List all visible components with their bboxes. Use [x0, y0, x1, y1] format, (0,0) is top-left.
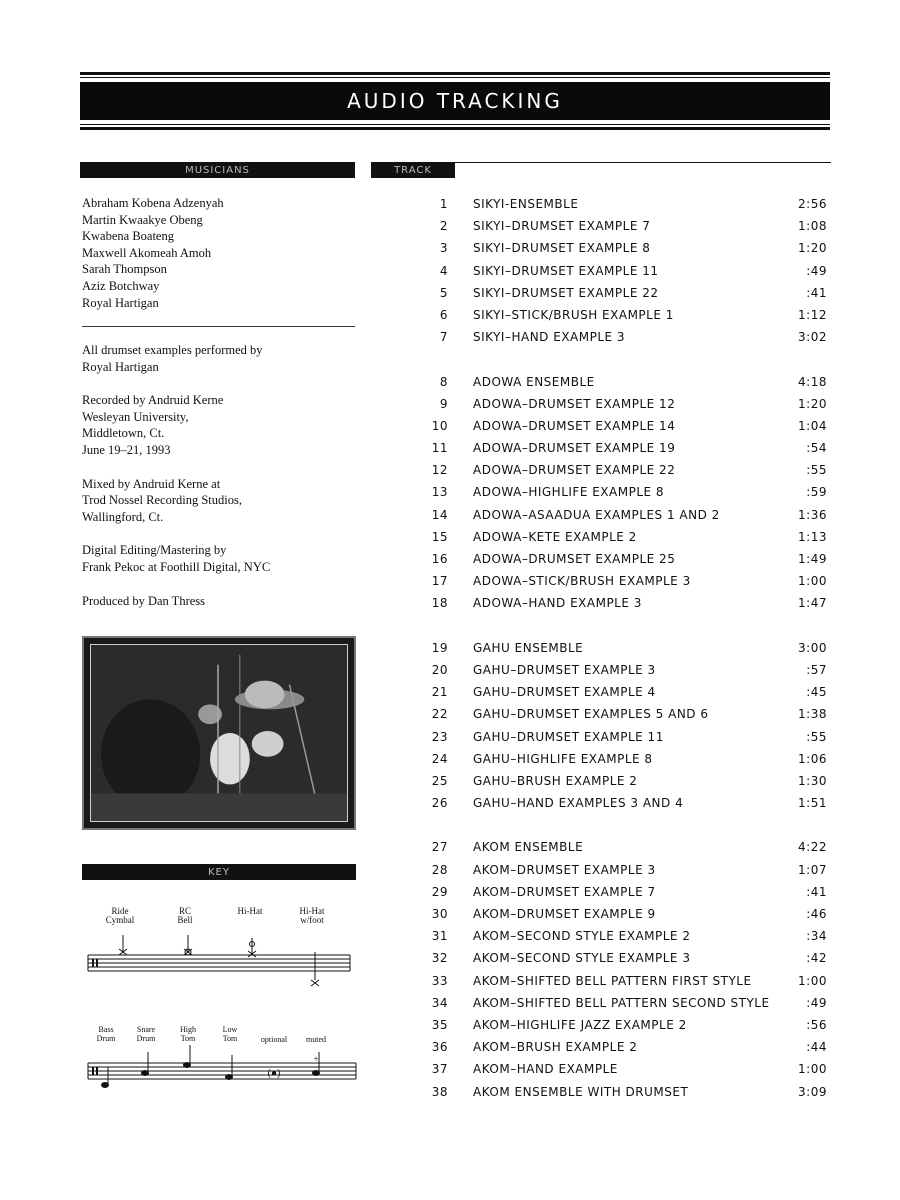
track-num: 37 — [431, 1062, 448, 1077]
track-title: ADOWA–HAND EXAMPLE 3 — [473, 596, 642, 611]
track-row — [420, 326, 832, 348]
credit-paragraph: Mixed by Andruid Kerne at Trod Nossel Recording Studios, Wallingford, Ct. — [82, 476, 242, 524]
top-rule-1 — [80, 72, 830, 75]
page-title: AUDIO TRACKING — [80, 82, 830, 120]
track-num: 27 — [431, 840, 448, 855]
track-time: 1:00 — [798, 973, 827, 988]
key-label-rc-bell: RC Bell — [177, 906, 193, 925]
track-title: SIKYI–DRUMSET EXAMPLE 7 — [473, 219, 651, 234]
track-header: TRACK — [371, 162, 455, 178]
track-num: 19 — [431, 640, 448, 655]
track-title: AKOM–BRUSH EXAMPLE 2 — [473, 1040, 638, 1055]
track-num: 23 — [431, 729, 448, 744]
track-row — [420, 748, 832, 770]
credit-paragraph: All drumset examples performed by Royal Hartigan — [82, 343, 263, 374]
track-title: ADOWA–DRUMSET EXAMPLE 14 — [473, 418, 676, 433]
track-time: 3:00 — [798, 640, 827, 655]
track-row — [420, 237, 832, 259]
track-num: 1 — [439, 197, 448, 211]
musician-name: Sarah Thompson — [82, 262, 167, 277]
lower-staff-notes — [102, 1045, 320, 1088]
track-title: ADOWA–STICK/BRUSH EXAMPLE 3 — [473, 574, 691, 589]
track-row — [420, 1081, 832, 1103]
track-row — [420, 903, 832, 925]
track-title: ADOWA–DRUMSET EXAMPLE 12 — [473, 396, 676, 411]
track-num: 29 — [431, 884, 448, 899]
track-row — [420, 437, 832, 459]
key-label-optional: optional — [260, 1035, 288, 1044]
track-num: 28 — [431, 862, 448, 877]
track-time: 1:04 — [798, 418, 827, 433]
track-num: 4 — [439, 263, 448, 278]
track-title: SIKYI–DRUMSET EXAMPLE 8 — [473, 241, 651, 256]
track-row — [420, 726, 832, 748]
key-label-ride-cymbal: Ride Cymbal — [105, 906, 135, 925]
track-time: 1:51 — [798, 796, 827, 811]
track-title: GAHU–HAND EXAMPLES 3 AND 4 — [473, 796, 684, 811]
track-row — [420, 371, 832, 393]
track-row — [420, 304, 832, 326]
credit-paragraph: Digital Editing/Mastering by Frank Pekoc at Foothill Digital, NYC — [82, 543, 271, 574]
track-time: :56 — [806, 1017, 827, 1032]
track-time: 1:20 — [798, 241, 827, 256]
track-time: 1:00 — [798, 574, 827, 589]
track-row — [420, 459, 832, 481]
track-num: 18 — [431, 596, 448, 611]
credit-paragraph: Recorded by Andruid Kerne Wesleyan University, Middletown, Ct. June 19–21, 1993 — [82, 393, 224, 457]
track-title: SIKYI–HAND EXAMPLE 3 — [473, 330, 626, 345]
track-title: GAHU–DRUMSET EXAMPLE 11 — [473, 729, 664, 744]
track-title: GAHU–DRUMSET EXAMPLE 3 — [473, 662, 656, 677]
track-row — [420, 592, 832, 614]
track-row — [420, 659, 832, 681]
track-row — [420, 282, 832, 304]
track-title: AKOM–SECOND STYLE EXAMPLE 2 — [473, 929, 691, 944]
track-row — [420, 481, 832, 503]
track-num: 35 — [431, 1017, 448, 1032]
track-time: :55 — [806, 729, 827, 744]
track-row — [420, 393, 832, 415]
track-row — [420, 1014, 832, 1036]
group-spacer — [420, 814, 832, 836]
track-row — [420, 1036, 832, 1058]
track-row — [420, 548, 832, 570]
track-time: :34 — [806, 929, 827, 944]
track-time: 1:36 — [798, 507, 827, 522]
track-row — [420, 881, 832, 903]
track-row — [420, 215, 832, 237]
track-title: AKOM–DRUMSET EXAMPLE 3 — [473, 862, 656, 877]
svg-text:+: + — [313, 1054, 319, 1064]
track-title: ADOWA–HIGHLIFE EXAMPLE 8 — [473, 485, 665, 500]
track-title: AKOM–SHIFTED BELL PATTERN SECOND STYLE — [473, 995, 770, 1010]
track-time: 4:18 — [798, 374, 827, 389]
track-row — [420, 504, 832, 526]
track-time: :44 — [806, 1040, 827, 1055]
track-title: ADOWA–DRUMSET EXAMPLE 22 — [473, 463, 676, 478]
track-row — [420, 260, 832, 282]
musicians-divider — [82, 326, 355, 327]
track-num: 2 — [439, 219, 448, 234]
track-num: 38 — [431, 1084, 448, 1099]
track-num: 13 — [431, 485, 448, 500]
key-label-muted: muted — [306, 1035, 326, 1044]
track-row — [420, 681, 832, 703]
track-time: :46 — [806, 907, 827, 921]
track-row — [420, 792, 832, 814]
track-time: :54 — [806, 441, 827, 456]
credit-paragraph: Produced by Dan Thress — [82, 593, 206, 608]
track-time: 3:09 — [798, 1084, 827, 1099]
track-num: 36 — [431, 1040, 448, 1055]
track-num: 22 — [431, 707, 448, 722]
group-spacer — [420, 615, 832, 637]
track-time: :49 — [806, 995, 827, 1010]
track-time: :57 — [806, 662, 827, 677]
upper-staff-notes — [119, 935, 319, 986]
key-label-low-tom: Low Tom — [222, 1025, 238, 1043]
track-num: 3 — [439, 241, 448, 256]
track-header-rule — [455, 162, 831, 163]
track-row — [420, 415, 832, 437]
musicians-list — [82, 195, 357, 311]
top-rule-2 — [80, 77, 830, 78]
track-row — [420, 193, 832, 215]
track-row — [420, 859, 832, 881]
track-num: 12 — [431, 463, 448, 478]
track-title: SIKYI–DRUMSET EXAMPLE 11 — [473, 263, 659, 278]
track-time: :49 — [806, 263, 827, 278]
track-time: 1:06 — [798, 751, 827, 766]
track-row — [420, 570, 832, 592]
drumset-photo — [82, 636, 356, 830]
track-row — [420, 992, 832, 1014]
track-title: GAHU–DRUMSET EXAMPLE 4 — [473, 685, 656, 700]
track-time: 1:13 — [798, 529, 827, 544]
track-time: 2:56 — [798, 197, 827, 211]
track-time: 1:00 — [798, 1062, 827, 1077]
track-row — [420, 970, 832, 992]
track-num: 16 — [431, 552, 448, 566]
track-num: 31 — [431, 929, 448, 944]
track-row — [420, 770, 832, 792]
track-title: GAHU–BRUSH EXAMPLE 2 — [473, 773, 638, 788]
musicians-header: MUSICIANS — [80, 162, 355, 178]
track-num: 34 — [431, 995, 448, 1010]
track-num: 24 — [431, 751, 448, 766]
track-time: 1:38 — [798, 707, 827, 722]
track-num: 20 — [431, 662, 448, 677]
track-time: :41 — [806, 884, 827, 899]
track-row — [420, 703, 832, 725]
key-label-snare-drum: Snare Drum — [136, 1025, 156, 1043]
track-row — [420, 836, 832, 858]
drumset-photo-image — [91, 645, 347, 821]
track-title: ADOWA ENSEMBLE — [473, 374, 595, 389]
track-time: 1:08 — [798, 219, 827, 234]
track-title: SIKYI-ENSEMBLE — [473, 197, 579, 211]
track-time: 1:07 — [798, 862, 827, 877]
track-title: AKOM ENSEMBLE — [473, 840, 584, 855]
track-title: AKOM–HAND EXAMPLE — [473, 1062, 618, 1077]
track-time: 1:20 — [798, 396, 827, 411]
track-num: 32 — [431, 951, 448, 966]
musician-name: Abraham Kobena Adzenyah — [82, 196, 224, 210]
track-title: AKOM–DRUMSET EXAMPLE 7 — [473, 884, 656, 899]
track-title: GAHU–HIGHLIFE EXAMPLE 8 — [473, 751, 653, 766]
track-num: 5 — [439, 285, 448, 300]
credits-block — [82, 342, 357, 626]
track-title: GAHU ENSEMBLE — [473, 640, 584, 655]
track-title: AKOM–DRUMSET EXAMPLE 9 — [473, 907, 656, 921]
key-label-hi-hat-foot: Hi-Hat w/foot — [299, 906, 325, 925]
track-time: :55 — [806, 463, 827, 478]
track-time: :41 — [806, 285, 827, 300]
key-label-bass-drum: Bass Drum — [96, 1025, 116, 1043]
bottom-rule-2 — [80, 127, 830, 130]
track-title: AKOM–SHIFTED BELL PATTERN FIRST STYLE — [473, 973, 752, 988]
track-num: 11 — [431, 441, 448, 456]
track-row — [420, 947, 832, 969]
track-title: AKOM–HIGHLIFE JAZZ EXAMPLE 2 — [473, 1017, 687, 1032]
track-title: SIKYI–DRUMSET EXAMPLE 22 — [473, 285, 659, 300]
track-num: 21 — [431, 685, 448, 700]
track-row — [420, 1058, 832, 1080]
track-title: GAHU–DRUMSET EXAMPLES 5 AND 6 — [473, 707, 709, 722]
track-num: 26 — [431, 796, 448, 811]
track-time: 4:22 — [798, 840, 827, 855]
track-num: 25 — [431, 773, 448, 788]
track-time: :42 — [806, 951, 827, 966]
track-time: 1:12 — [798, 307, 827, 322]
track-time: :45 — [806, 685, 827, 700]
track-row — [420, 526, 832, 548]
track-time: 1:30 — [798, 773, 827, 788]
musician-name: Royal Hartigan — [82, 295, 159, 310]
musician-name: Maxwell Akomeah Amoh — [82, 245, 212, 260]
bottom-rule-1 — [80, 124, 830, 125]
track-title: ADOWA–DRUMSET EXAMPLE 25 — [473, 552, 676, 566]
track-title: ADOWA–ASAADUA EXAMPLES 1 AND 2 — [473, 507, 720, 522]
track-title: AKOM–SECOND STYLE EXAMPLE 3 — [473, 951, 691, 966]
svg-text:(●): (●) — [267, 1068, 281, 1079]
key-label-high-tom: High Tom — [180, 1025, 196, 1043]
track-title: AKOM ENSEMBLE WITH DRUMSET — [473, 1084, 689, 1099]
track-time: :59 — [806, 485, 827, 500]
track-num: 30 — [431, 907, 448, 921]
key-header: KEY — [82, 864, 356, 880]
group-spacer — [420, 348, 832, 370]
track-time: 1:49 — [798, 552, 827, 566]
upper-staff — [88, 955, 350, 971]
musician-name: Martin Kwaakye Obeng — [82, 212, 203, 227]
track-num: 15 — [431, 529, 448, 544]
track-title: ADOWA–KETE EXAMPLE 2 — [473, 529, 637, 544]
musician-name: Aziz Botchway — [82, 278, 160, 293]
track-num: 10 — [431, 418, 448, 433]
track-num: 17 — [431, 574, 448, 589]
track-num: 6 — [439, 307, 448, 322]
track-num: 33 — [431, 973, 448, 988]
track-time: 1:47 — [798, 596, 827, 611]
track-list — [420, 193, 832, 1103]
track-title: ADOWA–DRUMSET EXAMPLE 19 — [473, 441, 676, 456]
track-num: 8 — [439, 374, 448, 389]
track-num: 7 — [439, 330, 448, 345]
track-title: SIKYI–STICK/BRUSH EXAMPLE 1 — [473, 307, 674, 322]
key-notation — [80, 880, 358, 1100]
track-row — [420, 637, 832, 659]
key-label-hi-hat: Hi-Hat — [237, 906, 263, 916]
track-num: 9 — [439, 396, 448, 411]
musician-name: Kwabena Boateng — [82, 229, 174, 244]
track-num: 14 — [431, 507, 448, 522]
track-row — [420, 925, 832, 947]
track-time: 3:02 — [798, 330, 827, 345]
